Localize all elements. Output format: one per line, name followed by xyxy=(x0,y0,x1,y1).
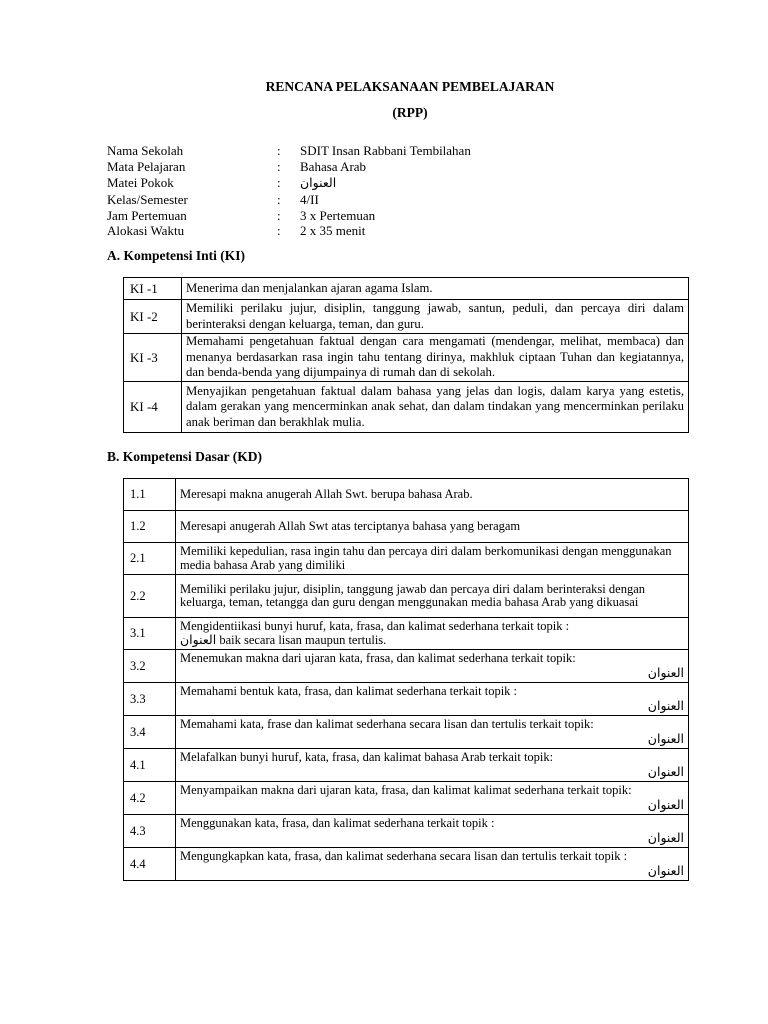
table-row xyxy=(124,334,689,382)
kd-arabic: العنوان xyxy=(647,863,684,879)
info-colon: : xyxy=(277,143,281,158)
info-row-time xyxy=(107,223,707,239)
kd-desc: Mengungkapkan kata, frasa, dan kalimat sederhana secara lisan dan tertulis terkait topik : xyxy=(180,848,628,863)
ki-table xyxy=(123,277,689,433)
kd-table xyxy=(123,478,689,881)
kd-text xyxy=(176,618,689,650)
document-subtitle: (RPP) xyxy=(392,105,428,120)
kd-code: 3.4 xyxy=(124,716,176,749)
info-value: 3 x Pertemuan xyxy=(300,207,376,223)
kd-code: 4.1 xyxy=(124,749,176,782)
ki-code: KI -2 xyxy=(124,300,182,334)
kd-text xyxy=(176,683,689,716)
info-value: Bahasa Arab xyxy=(300,158,367,174)
kd-desc-tail: baik secara lisan maupun tertulis. xyxy=(216,633,387,647)
info-value-arabic: العنوان xyxy=(300,175,337,190)
table-row xyxy=(124,782,689,815)
kd-text xyxy=(176,848,689,881)
kd-code: 1.2 xyxy=(124,511,176,543)
ki-text: Memiliki perilaku jujur, disiplin, tanggung jawab, santun, peduli, dan percaya diri dalam berinteraksi dengan keluarga, teman, dan guru. xyxy=(182,300,689,334)
table-row xyxy=(124,683,689,716)
kd-arabic: العنوان xyxy=(647,698,684,714)
info-colon: : xyxy=(277,223,281,238)
kd-arabic-inline: العنوان xyxy=(180,632,217,647)
kd-code: 4.2 xyxy=(124,782,176,815)
kd-desc: Memahami kata, frase dan kalimat sederhana secara lisan dan tertulis terkait topik: xyxy=(180,716,594,731)
info-colon: : xyxy=(277,175,281,190)
info-colon: : xyxy=(277,207,281,223)
info-row-class xyxy=(107,192,707,208)
kd-arabic: العنوان xyxy=(647,764,684,780)
table-row xyxy=(124,278,689,300)
info-colon: : xyxy=(277,192,281,207)
kd-code: 2.2 xyxy=(124,575,176,618)
kd-code: 4.3 xyxy=(124,815,176,848)
kd-desc: Mengidentiikasi bunyi huruf, kata, frasa, dan kalimat sederhana terkait topik : xyxy=(180,618,570,633)
kd-desc: Menyampaikan makna dari ujaran kata, frasa, dan kalimat kalimat sederhana terkait topik: xyxy=(180,782,632,797)
table-row xyxy=(124,650,689,683)
kd-desc: Menemukan makna dari ujaran kata, frasa, dan kalimat sederhana terkait topik: xyxy=(180,650,576,665)
table-row xyxy=(124,716,689,749)
info-value: 2 x 35 menit xyxy=(300,223,366,238)
kd-code: 1.1 xyxy=(124,479,176,511)
kd-arabic: العنوان xyxy=(647,665,684,681)
kd-text xyxy=(176,479,689,511)
kd-code: 4.4 xyxy=(124,848,176,881)
table-row xyxy=(124,479,689,511)
kd-desc: Meresapi makna anugerah Allah Swt. berupa bahasa Arab. xyxy=(180,486,473,501)
ki-text: Menerima dan menjalankan ajaran agama Islam. xyxy=(182,278,689,300)
kd-desc: Memiliki perilaku jujur, disiplin, tanggung jawab dan percaya diri dalam berinteraksi dengan keluarga, teman, tetangga dan guru dengan menggunakan media bahasa Arab yang dikuasai xyxy=(180,581,645,609)
kd-desc: Meresapi anugerah Allah Swt atas terciptanya bahasa yang beragam xyxy=(180,518,521,533)
table-row xyxy=(124,815,689,848)
kd-desc: Memahami bentuk kata, frasa, dan kalimat sederhana terkait topik : xyxy=(180,683,518,698)
kd-code: 3.2 xyxy=(124,650,176,683)
kd-text xyxy=(176,575,689,618)
ki-code: KI -3 xyxy=(124,334,182,382)
info-label: Alokasi Waktu xyxy=(107,223,185,238)
table-row xyxy=(124,848,689,881)
info-label: Nama Sekolah xyxy=(107,143,184,158)
kd-code: 2.1 xyxy=(124,543,176,575)
info-value: SDIT Insan Rabbani Tembilahan xyxy=(300,143,471,158)
table-row xyxy=(124,543,689,575)
kd-text xyxy=(176,543,689,575)
kd-code: 3.3 xyxy=(124,683,176,716)
kd-arabic: العنوان xyxy=(647,830,684,846)
kd-arabic: العنوان xyxy=(647,731,684,747)
info-label: Mata Pelajaran xyxy=(107,158,186,174)
info-colon: : xyxy=(277,158,281,174)
kd-desc-line2 xyxy=(180,633,386,647)
ki-text: Menyajikan pengetahuan faktual dalam bahasa yang jelas dan logis, dalam karya yang estetis, dalam gerakan yang mencerminkan anak sehat, dan dalam tindakan yang mencerminkan perilaku anak beriman dan berakhlak mulia. xyxy=(182,382,689,433)
kd-text xyxy=(176,749,689,782)
section-b-heading: B. Kompetensi Dasar (KD) xyxy=(107,449,262,464)
section-a-heading: A. Kompetensi Inti (KI) xyxy=(107,248,245,263)
table-row xyxy=(124,300,689,334)
info-row-topic xyxy=(107,174,707,192)
info-row-meetings xyxy=(107,208,707,224)
kd-desc: Menggunakan kata, frasa, dan kalimat sederhana terkait topik : xyxy=(180,815,495,830)
info-label: Kelas/Semester xyxy=(107,192,188,207)
kd-text xyxy=(176,650,689,683)
info-label: Jam Pertemuan xyxy=(107,207,187,223)
table-row xyxy=(124,511,689,543)
ki-text: Memahami pengetahuan faktual dengan cara mengamati (mendengar, melihat, membaca) dan menanya berdasarkan rasa ingin tahu tentang dirinya, makhluk ciptaan Tuhan dan kegiatannya, dan benda-benda yang dijumpainya di rumah dan di sekolah. xyxy=(182,334,689,382)
kd-text xyxy=(176,782,689,815)
info-value: 4/II xyxy=(300,192,319,207)
kd-text xyxy=(176,716,689,749)
document-title: RENCANA PELAKSANAAN PEMBELAJARAN xyxy=(265,79,555,94)
info-label: Matei Pokok xyxy=(107,175,174,190)
kd-code: 3.1 xyxy=(124,618,176,650)
table-row xyxy=(124,382,689,433)
kd-text xyxy=(176,815,689,848)
table-row xyxy=(124,618,689,650)
kd-desc: Melafalkan bunyi huruf, kata, frasa, dan kalimat bahasa Arab terkait topik: xyxy=(180,749,554,764)
info-row-school xyxy=(107,143,707,159)
kd-arabic: العنوان xyxy=(647,797,684,813)
table-row xyxy=(124,749,689,782)
ki-code: KI -4 xyxy=(124,382,182,433)
kd-desc: Memiliki kepedulian, rasa ingin tahu dan percaya diri dalam berkomunikasi dengan menggunakan media bahasa Arab yang dimiliki xyxy=(180,544,672,572)
school-info xyxy=(107,143,707,239)
kd-text xyxy=(176,511,689,543)
info-row-subject xyxy=(107,159,707,175)
ki-code: KI -1 xyxy=(124,278,182,300)
table-row xyxy=(124,575,689,618)
